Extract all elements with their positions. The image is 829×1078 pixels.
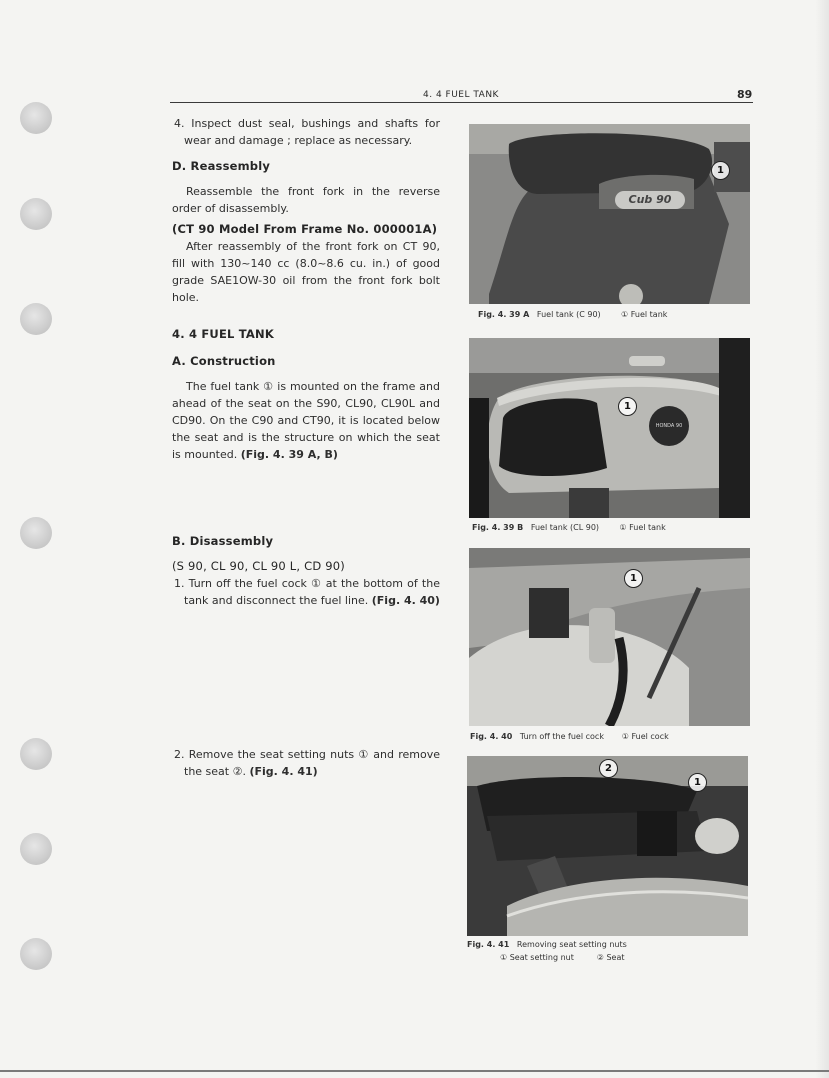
fig-4-40-photo	[469, 548, 750, 726]
disassembly-models: (S 90, CL 90, CL 90 L, CD 90)	[172, 559, 345, 573]
running-header: 4. 4 FUEL TANK	[423, 90, 499, 100]
fig-4-40-illustration	[469, 548, 750, 726]
callout-1: 1	[711, 161, 730, 180]
binder-hole	[20, 102, 52, 134]
fig-4-39a-label: Fig. 4. 39 A	[478, 310, 530, 319]
ct90-body	[172, 238, 440, 306]
fig-4-41-caption	[467, 940, 627, 949]
fig-4-39b-legend: ① Fuel tank	[619, 523, 666, 532]
fig-4-39a-legend: ① Fuel tank	[621, 310, 668, 319]
fig-4-41-title: Removing seat setting nuts	[516, 940, 627, 949]
fuel-tank-section-heading: 4. 4 FUEL TANK	[172, 327, 274, 341]
disassembly-item-1-sentence: 1. Turn off the fuel cock ① at the bottom of the tank and disconnect the fuel line.	[174, 577, 440, 607]
disassembly-item-1-text	[172, 575, 440, 609]
callout-1: 1	[624, 569, 643, 588]
fig-4-40-caption	[470, 732, 669, 741]
construction-heading: A. Construction	[172, 354, 276, 368]
fig-4-39b-title: Fuel tank (CL 90)	[530, 523, 600, 532]
binder-hole	[20, 303, 52, 335]
fig-4-39a-photo	[469, 124, 750, 304]
fig-4-41-photo	[467, 756, 748, 936]
fig-4-39a-caption	[478, 310, 667, 319]
disassembly-heading: B. Disassembly	[172, 534, 274, 548]
fig-4-40-legend: ① Fuel cock	[621, 732, 669, 741]
construction-text	[172, 378, 440, 463]
reassembly-text: Reassemble the front fork in the reverse order of disassembly.	[172, 185, 440, 215]
fig-4-39a-title: Fuel tank (C 90)	[536, 310, 601, 319]
construction-fig-ref: (Fig. 4. 39 A, B)	[240, 448, 338, 461]
binder-hole	[20, 517, 52, 549]
disassembly-item-1	[172, 575, 440, 609]
item-4	[172, 115, 440, 149]
disassembly-item-1-fig-ref: (Fig. 4. 40)	[371, 594, 440, 607]
callout-1: 1	[618, 397, 637, 416]
disassembly-item-2-sentence: 2. Remove the seat setting nuts ① and remove the seat ②.	[174, 748, 440, 778]
fig-4-41-label: Fig. 4. 41	[467, 940, 510, 949]
fig-4-41-legend	[500, 953, 625, 962]
page-number: 89	[737, 88, 753, 101]
disassembly-item-2-fig-ref: (Fig. 4. 41)	[249, 765, 318, 778]
reassembly-heading: D. Reassembly	[172, 159, 271, 173]
ct90-text: After reassembly of the front fork on CT 90, fill with 130~140 cc (8.0~8.6 cu. in.) of good grade SAE1OW-30 oil from the front fork bolt hole.	[172, 240, 440, 304]
cub90-emblem: Cub 90	[615, 191, 685, 209]
disassembly-item-2-text	[172, 746, 440, 780]
callout-2: 2	[599, 759, 618, 778]
callout-1: 1	[688, 773, 707, 792]
disassembly-item-2	[172, 746, 440, 780]
fig-4-41-legend-1: ① Seat setting nut	[500, 953, 574, 962]
binder-hole	[20, 738, 52, 770]
honda-emblem: HONDA 90	[649, 406, 689, 446]
reassembly-body	[172, 183, 440, 217]
fig-4-41-legend-2: ② Seat	[596, 953, 625, 962]
fig-4-39b-illustration	[469, 338, 750, 518]
fig-4-39b-caption	[472, 523, 666, 532]
construction-sentence: The fuel tank ① is mounted on the frame and ahead of the seat on the S90, CL90, CL90L and CD90. On the C90 and CT90, it is located below the seat and is the structure on which the seat is mounted.	[172, 380, 440, 461]
fig-4-39b-label: Fig. 4. 39 B	[472, 523, 524, 532]
binder-hole	[20, 833, 52, 865]
item-4-text: 4. Inspect dust seal, bushings and shafts for wear and damage ; replace as necessary.	[174, 117, 440, 147]
page-edge-shadow	[815, 0, 829, 1078]
fig-4-40-label: Fig. 4. 40	[470, 732, 513, 741]
construction-body	[172, 378, 440, 463]
binder-hole	[20, 938, 52, 970]
fig-4-39b-photo	[469, 338, 750, 518]
ct90-heading: (CT 90 Model From Frame No. 000001A)	[172, 222, 438, 236]
fig-4-40-title: Turn off the fuel cock	[519, 732, 604, 741]
binder-hole	[20, 198, 52, 230]
fig-4-39a-illustration	[469, 124, 750, 304]
header-rule	[170, 102, 753, 103]
page-bottom-edge	[0, 1070, 829, 1072]
